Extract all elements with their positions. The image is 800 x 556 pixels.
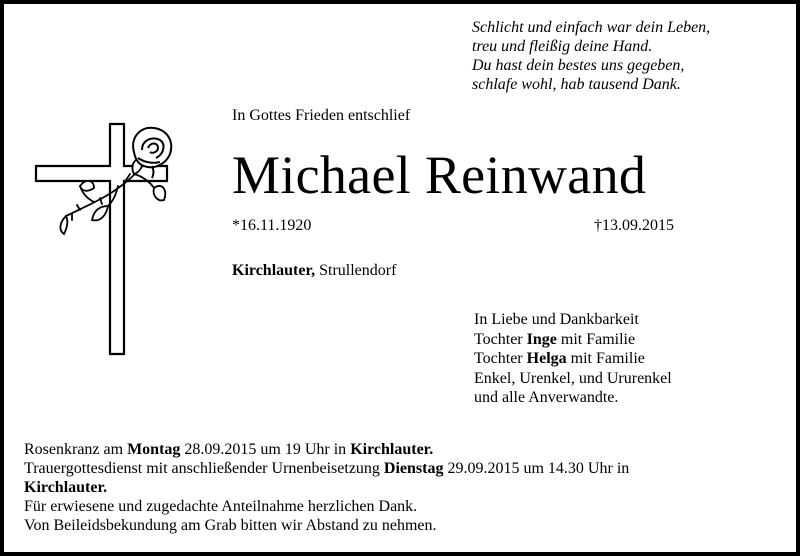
thanks-line: Für erwiesene und zugedachte Anteilnahme herzlichen Dank.: [24, 498, 418, 515]
mourners-line: In Liebe und Dankbarkeit: [474, 311, 639, 328]
funeral-text: Trauergottesdienst mit anschließender Urnenbeisetzung: [24, 460, 380, 477]
funeral-place-line: [24, 478, 629, 497]
mourners-line: und alle Anverwandte.: [474, 389, 619, 406]
deceased-name: Michael Reinwand: [232, 145, 647, 205]
poem-line: Du hast dein bestes uns gegeben,: [472, 57, 685, 74]
death-date: †13.09.2015: [594, 217, 674, 234]
rosary-time: 28.09.2015 um 19 Uhr in: [184, 441, 347, 458]
poem-line: schlafe wohl, hab tausend Dank.: [472, 76, 681, 93]
mourners-suffix: mit Familie: [560, 330, 636, 348]
mourners-block: [474, 310, 672, 408]
mourner-name: Inge: [526, 330, 557, 348]
rosary-place: Kirchlauter.: [350, 441, 434, 458]
rosary-day: Montag: [127, 441, 181, 458]
funeral-day: Dienstag: [383, 460, 444, 477]
intro-text: In Gottes Frieden entschlief: [232, 107, 411, 124]
place-secondary: Strullendorf: [319, 262, 397, 279]
places: [232, 261, 396, 281]
funeral-line: [24, 459, 629, 478]
mourner-name: Helga: [526, 350, 567, 367]
mourners-suffix: mit Familie: [570, 350, 645, 367]
cross-with-rose-icon: [34, 122, 174, 358]
rosary-line: [24, 440, 629, 459]
mourners-relation: Tochter: [474, 350, 523, 367]
funeral-place: Kirchlauter.: [24, 479, 108, 496]
service-info: [24, 440, 629, 535]
poem-line: treu und fleißig deine Hand.: [472, 38, 653, 55]
poem-line: Schlicht und einfach war dein Leben,: [472, 19, 711, 36]
place-primary: Kirchlauter,: [232, 262, 316, 279]
mourners-line: [474, 349, 672, 369]
poem: [472, 18, 710, 94]
rosary-text: Rosenkranz am: [24, 441, 124, 458]
request-line: Von Beileidsbekundung am Grab bitten wir Abstand zu nehmen.: [24, 517, 437, 534]
birth-date: *16.11.1920: [232, 217, 312, 234]
mourners-relation: Tochter: [474, 330, 523, 348]
funeral-time: 29.09.2015 um 14.30 Uhr in: [447, 460, 630, 477]
mourners-line: Enkel, Urenkel, und Ururenkel: [474, 369, 672, 387]
mourners-line: [474, 330, 672, 350]
